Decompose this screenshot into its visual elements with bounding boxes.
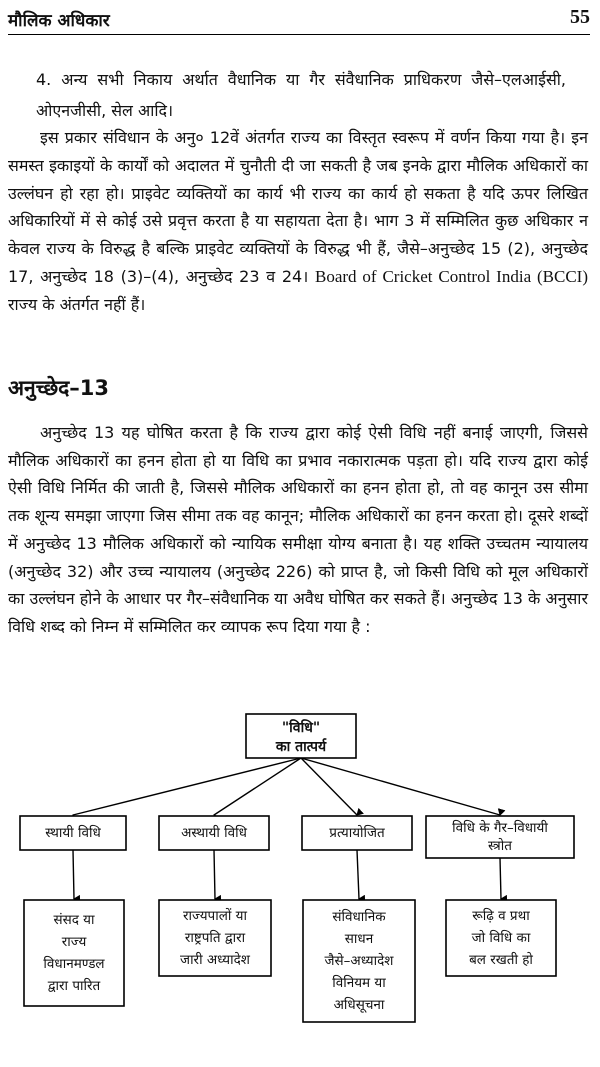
section-heading: अनुच्छेद–13 (8, 376, 110, 400)
detail-nodes (24, 900, 556, 1022)
root-title: "विधि" (281, 720, 321, 736)
connector-category-to-detail (357, 850, 359, 899)
detail-text-line: जैसे–अध्यादेश (324, 953, 394, 969)
detail-text-line: बल रखती हो (469, 952, 533, 968)
category-nodes (20, 816, 574, 858)
category-node (302, 816, 412, 850)
detail-text-line: संसद या (53, 912, 95, 928)
detail-node (159, 900, 271, 976)
detail-text-line: साधन (344, 931, 374, 947)
connector-category-to-detail (73, 850, 74, 899)
category-label-line: प्रत्यायोजित (329, 825, 385, 841)
detail-text-line: जो विधि का (471, 930, 531, 946)
detail-node (446, 900, 556, 976)
page-header (8, 6, 590, 35)
category-node (20, 816, 126, 850)
connector-root-to-category (301, 758, 500, 815)
detail-text-line: जारी अध्यादेश (180, 952, 250, 968)
category-node (426, 816, 574, 858)
category-label-line: अस्थायी विधि (181, 825, 247, 841)
paragraph-tail: राज्य के अंतर्गत नहीं हैं। (8, 294, 146, 314)
paragraph-article-13: अनुच्छेद 13 यह घोषित करता है कि राज्य द्वारा कोई ऐसी विधि नहीं बनाई जाएगी, जिससे मौलिक अधिकारों का हनन होता हो या विधि का प्रभाव नकारात्मक पड़ता हो। यदि राज्य द्वारा कोई ऐसी विधि निर्मित की जाती है, जिससे मौलिक अधिकारों का हनन होता हो, तो वह कानून उस सीमा तक शून्य समझा जाएगा जिस सीमा तक वह कानून; मौलिक अधिकारों का हनन करता हो। दूसरे शब्दों में अनुच्छेद 13 मौलिक अधिकारों को न्यायिक समीक्षा योग्य बनाता है। यह शक्ति उच्चतम न्यायालय (अनुच्छेद 32) और उच्च न्यायालय (अनुच्छेद 226) को प्राप्त है, जो किसी विधि को मूल अधिकारों का उल्लंघन होने के आधार पर गैर–संवैधानिक या अवैध घोषित कर सकते हैं। अनुच्छेद 13 के अनुसार विधि शब्द को निम्न में सम्मिलित कर व्यापक रूप दिया गया है : (8, 423, 588, 636)
detail-node (24, 900, 124, 1006)
category-node (159, 816, 269, 850)
detail-text-line: रूढ़ि व प्रथा (472, 908, 530, 924)
running-title: मौलिक अधिकार (8, 11, 110, 31)
list-item-text: अन्य सभी निकाय अर्थात वैधानिक या गैर संवैधानिक प्राधिकरण जैसे–एलआईसी, ओएनजीसी, सेल आदि। (36, 70, 566, 120)
connector-root-to-category (73, 758, 301, 815)
detail-text-line: अधिसूचना (333, 997, 385, 1013)
bcci-name: Board of Cricket Control India (BCCI) (315, 266, 588, 286)
connector-category-to-detail (214, 850, 215, 899)
root-node (246, 714, 356, 758)
detail-text-line: विधानमण्डल (43, 956, 105, 972)
detail-text-line: विनियम या (332, 975, 386, 991)
paragraph-state-scope (8, 124, 588, 319)
detail-text-line: राज्यपालों या (182, 908, 248, 924)
connector-root-to-category (214, 758, 301, 815)
detail-text-line: राज्य (61, 934, 87, 950)
category-label-line: स्त्रोत (488, 838, 512, 854)
list-item-number: 4. (36, 70, 52, 89)
category-label-line: स्थायी विधि (45, 825, 101, 841)
detail-node (303, 900, 415, 1022)
page-number: 55 (570, 6, 590, 28)
list-item (36, 64, 566, 126)
paragraph-text: इस प्रकार संविधान के अनु० 12वें अंतर्गत राज्य का विस्तृत स्वरूप में वर्णन किया गया है। इन समस्त इकाइयों के कार्यों को अदालत में चुनौती दी जा सकती है जब इनके द्वारा मौलिक अधिकारों का उल्लंघन हो रहा हो। प्राइवेट व्यक्तियों का कार्य भी राज्य का कार्य हो सकता है यदि ऊपर लिखित अधिकारियों में से कोई उसे प्रवृत्त करता है या सहायता देता है। भाग 3 में सम्मिलित कुछ अधिकार न केवल राज्य के विरुद्ध है बल्कि प्राइवेट व्यक्तियों के विरुद्ध भी हैं, जैसे–अनुच्छेद 15 (2), अनुच्छेद 17, अनुच्छेद 18 (3)–(4), अनुच्छेद 23 व 24। (8, 128, 588, 286)
category-label-line: विधि के गैर–विधायी (452, 820, 548, 836)
connector-category-to-detail (500, 858, 501, 899)
law-meaning-diagram (0, 700, 600, 1040)
detail-text-line: द्वारा पारित (47, 978, 101, 994)
detail-text-line: संविधानिक (332, 909, 386, 925)
root-subtitle: का तात्पर्य (275, 739, 327, 755)
detail-text-line: राष्ट्रपति द्वारा (184, 930, 246, 946)
